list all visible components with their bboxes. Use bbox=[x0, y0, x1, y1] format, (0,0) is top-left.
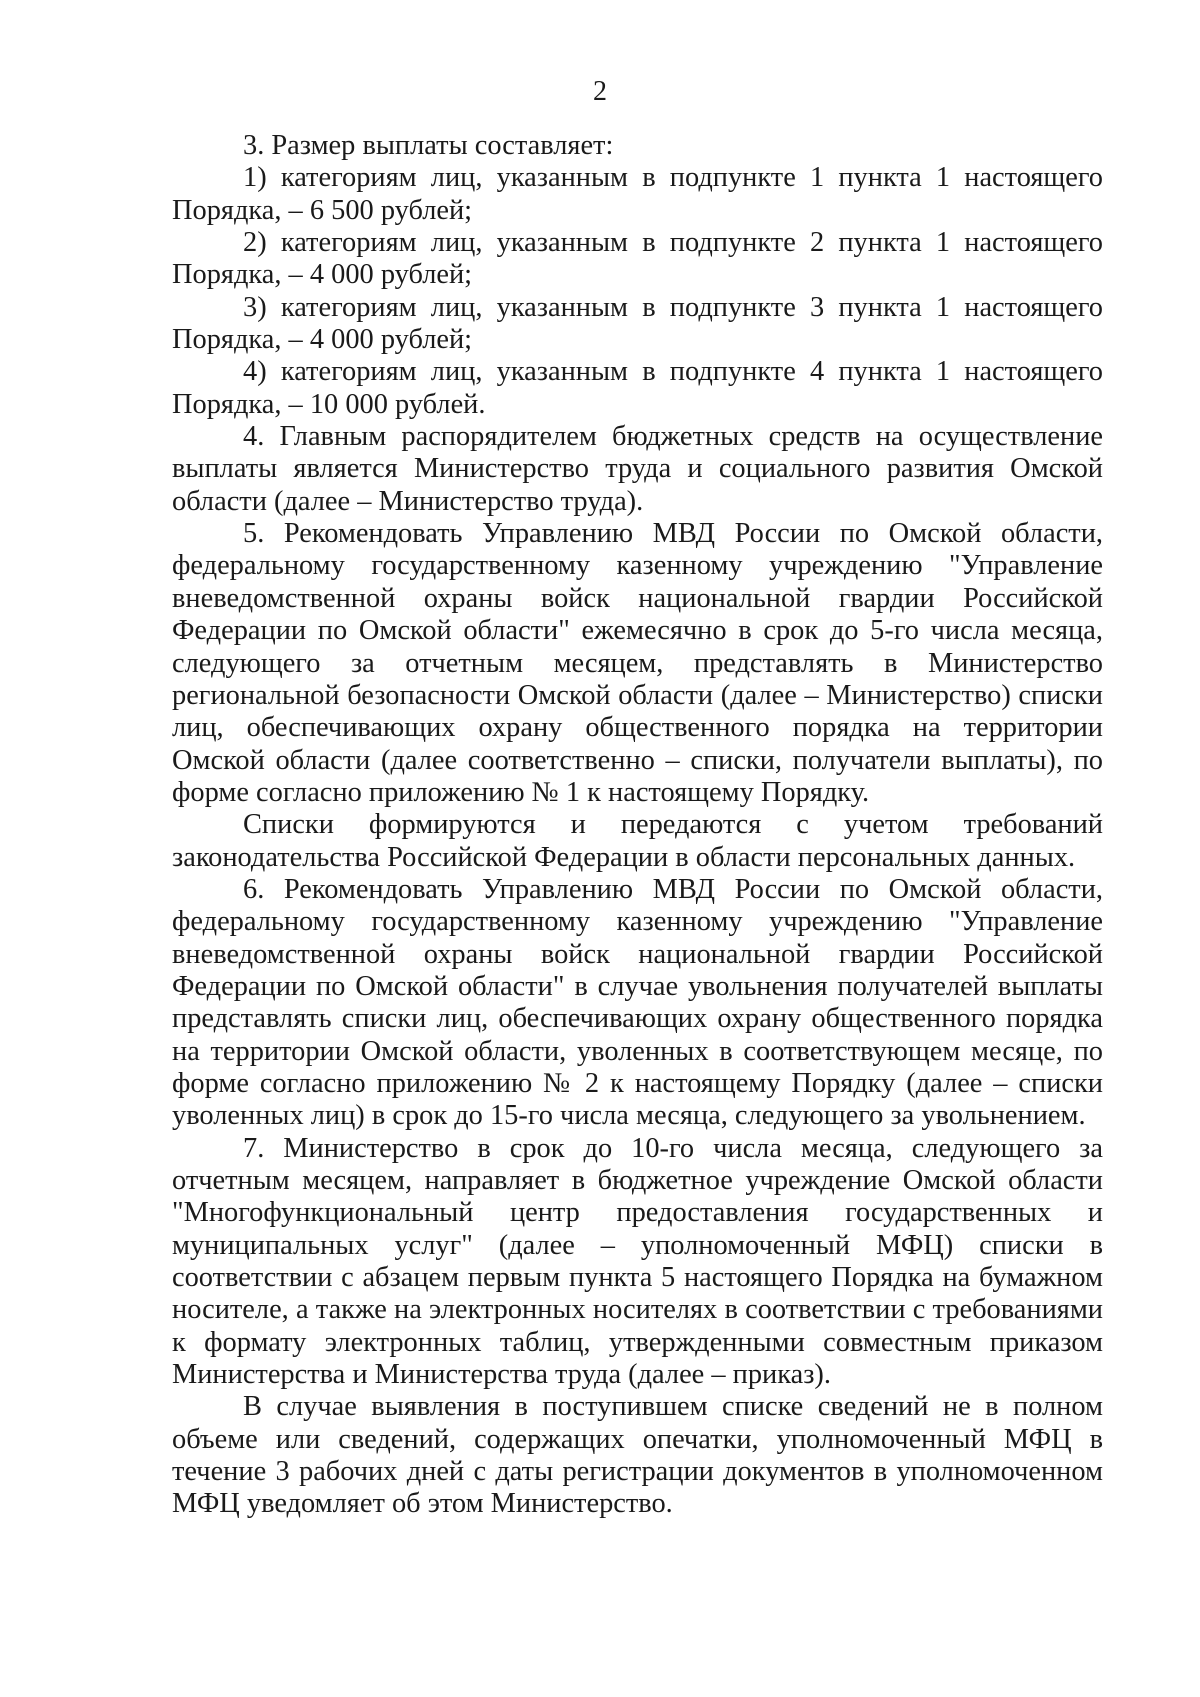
paragraph-7-continuation: В случае выявления в поступившем списке сведений не в полном объеме или сведений, содержащих опечатки, уполномоченный МФЦ в течение 3 рабочих дней с даты регистрации документов в уполномоченном МФЦ уведомляет об этом Министерство. bbox=[172, 1391, 1103, 1520]
paragraph-7: 7. Министерство в срок до 10-го числа месяца, следующего за отчетным месяцем, направляет в бюджетное учреждение Омской области "Многофункциональный центр предоставления государственных и муниципальных услуг" (далее – уполномоченный МФЦ) списки в соответствии с абзацем первым пункта 5 настоящего Порядка на бумажном носителе, а также на электронных носителях в соответствии с требованиями к формату электронных таблиц, утвержденными совместным приказом Министерства и Министерства труда (далее – приказ). bbox=[172, 1132, 1103, 1391]
paragraph-3-item-1: 1) категориям лиц, указанным в подпункте 1 пункта 1 настоящего Порядка, – 6 500 рублей; bbox=[172, 162, 1103, 226]
paragraph-3-item-4: 4) категориям лиц, указанным в подпункте 4 пункта 1 настоящего Порядка, – 10 000 рублей. bbox=[172, 356, 1103, 420]
paragraph-5-continuation: Списки формируются и передаются с учетом требований законодательства Российской Федерации в области персональных данных. bbox=[172, 809, 1103, 873]
paragraph-4: 4. Главным распорядителем бюджетных средств на осуществление выплаты является Министерство труда и социального развития Омской области (далее – Министерство труда). bbox=[172, 421, 1103, 517]
page-number: 2 bbox=[593, 76, 607, 107]
paragraph-6: 6. Рекомендовать Управлению МВД России по Омской области, федеральному государственному казенному учреждению "Управление вневедомственной охраны войск национальной гвардии Российской Федерации по Омской области" в случае увольнения получателей выплаты представлять списки лиц, обеспечивающих охрану общественного порядка на территории Омской области, уволенных в соответствующем месяце, по форме согласно приложению № 2 к настоящему Порядку (далее – списки уволенных лиц) в срок до 15-го числа месяца, следующего за увольнением. bbox=[172, 873, 1103, 1132]
paragraph-3-heading: 3. Размер выплаты составляет: bbox=[243, 130, 614, 161]
paragraph-5: 5. Рекомендовать Управлению МВД России по Омской области, федеральному государственному казенному учреждению "Управление вневедомственной охраны войск национальной гвардии Российской Федерации по Омской области" ежемесячно в срок до 5-го числа месяца, следующего за отчетным месяцем, представлять в Министерство региональной безопасности Омской области (далее – Министерство) списки лиц, обеспечивающих охрану общественного порядка на территории Омской области (далее соответственно – списки, получатели выплаты), по форме согласно приложению № 1 к настоящему Порядку. bbox=[172, 518, 1103, 808]
paragraph-3-item-2: 2) категориям лиц, указанным в подпункте 2 пункта 1 настоящего Порядка, – 4 000 рублей; bbox=[172, 227, 1103, 291]
paragraph-3-item-3: 3) категориям лиц, указанным в подпункте 3 пункта 1 настоящего Порядка, – 4 000 рублей; bbox=[172, 291, 1103, 356]
document-body bbox=[172, 130, 1103, 1521]
